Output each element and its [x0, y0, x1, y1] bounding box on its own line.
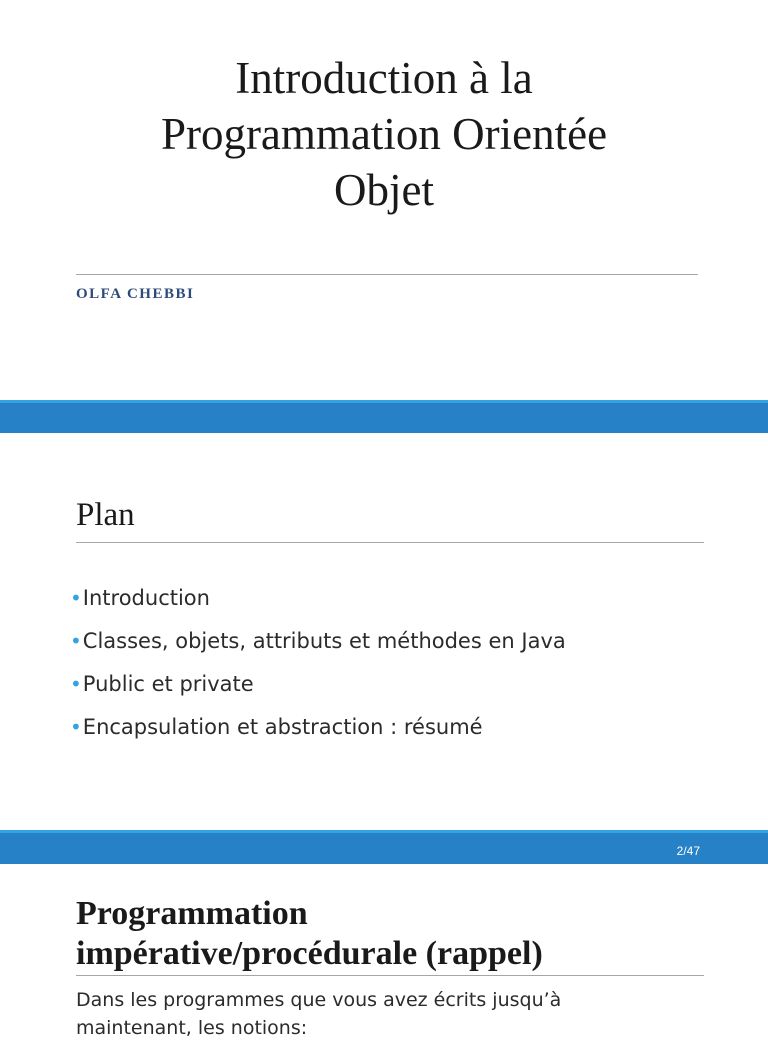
list-item-text: Encapsulation et abstraction : résumé: [82, 715, 483, 739]
heading-line-2: impérative/procédurale (rappel): [76, 935, 543, 972]
separator-accent-line: [0, 400, 768, 403]
plan-list: [70, 579, 566, 751]
title-divider: [76, 274, 698, 275]
title-line-1: Introduction à la: [235, 53, 533, 103]
author-name: OLFA CHEBBI: [76, 286, 195, 302]
plan-slide: [0, 433, 768, 830]
heading-line-1: Programmation: [76, 895, 308, 932]
list-item: [70, 622, 566, 665]
body-line-1: Dans les programmes que vous avez écrits jusqu’à: [76, 989, 562, 1011]
slide-heading: Plan: [76, 497, 135, 533]
list-item-text: Introduction: [82, 586, 210, 610]
bullet-icon: •: [70, 715, 82, 739]
presentation-title: [0, 50, 768, 218]
list-item: [70, 579, 566, 622]
content-slide: [0, 864, 768, 1039]
list-item-text: Classes, objets, attributs et méthodes en Java: [82, 629, 566, 653]
heading-divider: [76, 975, 704, 976]
list-item: [70, 665, 566, 708]
title-slide: [0, 0, 768, 400]
slide-heading: [76, 894, 543, 974]
page-number: 2/47: [676, 844, 700, 858]
body-line-2: maintenant, les notions:: [76, 1017, 308, 1039]
slide-separator: [0, 400, 768, 433]
slide-separator: [0, 830, 768, 864]
title-line-3: Objet: [334, 165, 434, 215]
heading-divider: [76, 542, 704, 543]
bullet-icon: •: [70, 629, 82, 653]
separator-accent-line: [0, 830, 768, 833]
slide-body-text: [76, 986, 696, 1042]
bullet-icon: •: [70, 586, 82, 610]
list-item-text: Public et private: [82, 672, 254, 696]
bullet-icon: •: [70, 672, 82, 696]
list-item: [70, 708, 566, 751]
title-line-2: Programmation Orientée: [160, 109, 608, 159]
